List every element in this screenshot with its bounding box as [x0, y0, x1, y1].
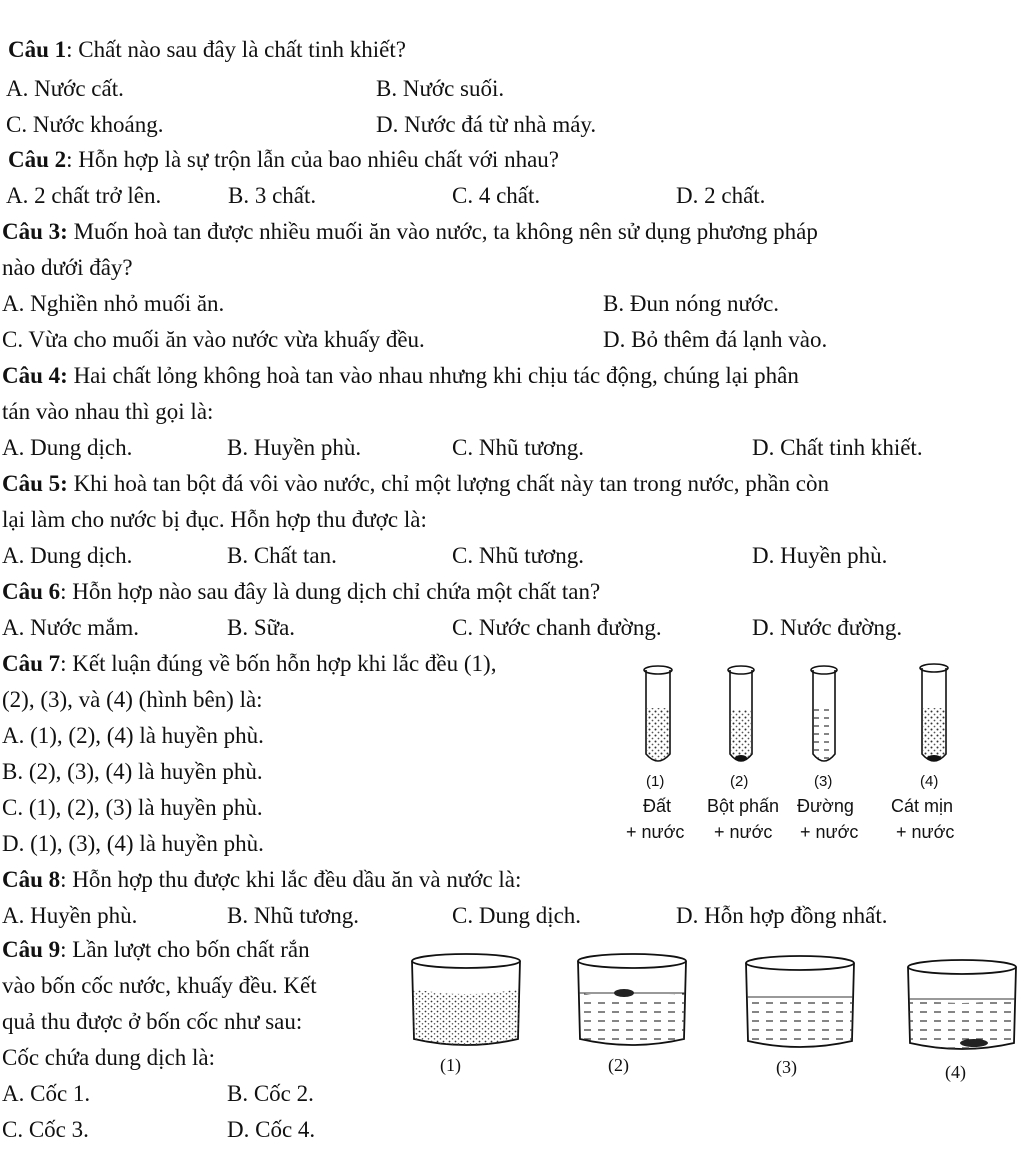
q3-option-c: C. Vừa cho muối ăn vào nước vừa khuấy đều. [2, 327, 425, 352]
q8-option-d: D. Hỗn hợp đồng nhất. [676, 903, 888, 928]
beaker-1 [412, 954, 520, 1045]
q8-option-c: C. Dung dịch. [452, 903, 582, 928]
tube-name-2: Bột phấn [707, 796, 780, 816]
q1-stem: Câu 1: Chất nào sau đây là chất tinh khiết? [8, 37, 406, 62]
q4-stem: Câu 4: Hai chất lỏng không hoà tan vào nhau nhưng khi chịu tác động, chúng lại phân [2, 363, 799, 388]
q1-number: Câu 1 [8, 37, 67, 62]
q4-option-c: C. Nhũ tương. [452, 435, 584, 460]
test-tube-1 [644, 666, 672, 761]
q5-number: Câu 5: [2, 471, 68, 496]
q7-option-d: D. (1), (3), (4) là huyền phù. [2, 831, 264, 856]
q3-stem-line2: nào dưới đây? [2, 255, 133, 280]
test-tube-4 [920, 664, 948, 761]
beaker-3 [746, 956, 854, 1047]
q5-option-b: B. Chất tan. [227, 543, 337, 568]
tube-suffix-1: + nước [626, 822, 685, 842]
test-tube-2 [728, 666, 754, 761]
q3-stem: Câu 3: Muốn hoà tan được nhiều muối ăn vào nước, ta không nên sử dụng phương pháp [2, 219, 818, 244]
q5-option-a: A. Dung dịch. [2, 543, 133, 568]
beaker-4 [908, 960, 1016, 1049]
q9-option-d: D. Cốc 4. [227, 1117, 316, 1142]
q5-stem: Câu 5: Khi hoà tan bột đá vôi vào nước, chỉ một lượng chất này tan trong nước, phần còn [2, 471, 829, 496]
q5-option-c: C. Nhũ tương. [452, 543, 584, 568]
q7-stem: Câu 7: Kết luận đúng về bốn hỗn hợp khi lắc đều (1), [2, 651, 497, 676]
q2-option-a: A. 2 chất trở lên. [6, 183, 162, 208]
q2-stem: Câu 2: Hỗn hợp là sự trộn lẫn của bao nhiêu chất với nhau? [8, 147, 559, 172]
beaker-number-2: (2) [608, 1055, 629, 1075]
beaker-2 [578, 954, 686, 1045]
q6-option-a: A. Nước mắm. [2, 615, 140, 640]
q8-stem: Câu 8: Hỗn hợp thu được khi lắc đều dầu ăn và nước là: [2, 867, 522, 892]
q2-option-b: B. 3 chất. [228, 183, 317, 208]
q5-stem-line2: lại làm cho nước bị đục. Hỗn hợp thu được là: [2, 507, 427, 532]
q6-option-d: D. Nước đường. [752, 615, 903, 640]
q8-option-a: A. Huyền phù. [2, 903, 138, 928]
q1-option-a: A. Nước cất. [6, 76, 124, 101]
tube-suffix-3: + nước [800, 822, 859, 842]
q9-option-a: A. Cốc 1. [2, 1081, 91, 1106]
q3-option-b: B. Đun nóng nước. [603, 291, 780, 316]
q3-option-d: D. Bỏ thêm đá lạnh vào. [603, 327, 828, 352]
beaker-number-4: (4) [945, 1062, 966, 1082]
q2-number: Câu 2 [8, 147, 67, 172]
q9-stem-line3: quả thu được ở bốn cốc như sau: [2, 1009, 303, 1034]
q6-option-c: C. Nước chanh đường. [452, 615, 662, 640]
q7-option-a: A. (1), (2), (4) là huyền phù. [2, 723, 264, 748]
q9-option-c: C. Cốc 3. [2, 1117, 89, 1142]
q9-stem-line4: Cốc chứa dung dịch là: [2, 1045, 216, 1070]
q8-number: Câu 8 [2, 867, 61, 892]
q1-option-c: C. Nước khoáng. [6, 112, 164, 137]
q7-number: Câu 7 [2, 651, 61, 676]
q9-stem: Câu 9: Lần lượt cho bốn chất rắn [2, 937, 310, 962]
tube-name-1: Đất [643, 796, 672, 816]
q4-number: Câu 4: [2, 363, 68, 388]
q1-option-d: D. Nước đá từ nhà máy. [376, 112, 597, 137]
q6-number: Câu 6 [2, 579, 61, 604]
q4-option-b: B. Huyền phù. [227, 435, 362, 460]
q9-option-b: B. Cốc 2. [227, 1081, 314, 1106]
tube-suffix-2: + nước [714, 822, 773, 842]
q7-option-b: B. (2), (3), (4) là huyền phù. [2, 759, 263, 784]
test-tubes-figure [612, 650, 982, 850]
tube-name-3: Đường [797, 796, 854, 816]
beaker-number-1: (1) [440, 1055, 461, 1075]
q3-number: Câu 3: [2, 219, 68, 244]
q3-option-a: A. Nghiền nhỏ muối ăn. [2, 291, 225, 316]
q1-option-b: B. Nước suối. [376, 76, 505, 101]
q4-option-d: D. Chất tinh khiết. [752, 435, 923, 460]
q4-stem-line2: tán vào nhau thì gọi là: [2, 399, 214, 424]
tube-number-2: (2) [730, 773, 749, 790]
q8-option-b: B. Nhũ tương. [227, 903, 359, 928]
q2-option-c: C. 4 chất. [452, 183, 541, 208]
tube-number-3: (3) [814, 773, 833, 790]
q7-stem-line2: (2), (3), và (4) (hình bên) là: [2, 687, 263, 712]
q6-option-b: B. Sữa. [227, 615, 296, 640]
tube-suffix-4: + nước [896, 822, 955, 842]
test-tube-3 [811, 666, 837, 761]
q5-option-d: D. Huyền phù. [752, 543, 888, 568]
beaker-number-3: (3) [776, 1057, 797, 1077]
tube-number-4: (4) [920, 773, 939, 790]
tube-name-4: Cát mịn [891, 796, 954, 816]
tube-number-1: (1) [646, 773, 665, 790]
q9-number: Câu 9 [2, 937, 61, 962]
q4-option-a: A. Dung dịch. [2, 435, 133, 460]
q9-stem-line2: vào bốn cốc nước, khuấy đều. Kết [2, 973, 317, 998]
q2-option-d: D. 2 chất. [676, 183, 766, 208]
q7-option-c: C. (1), (2), (3) là huyền phù. [2, 795, 263, 820]
q6-stem: Câu 6: Hỗn hợp nào sau đây là dung dịch chỉ chứa một chất tan? [2, 579, 601, 604]
beakers-figure [400, 945, 1020, 1095]
